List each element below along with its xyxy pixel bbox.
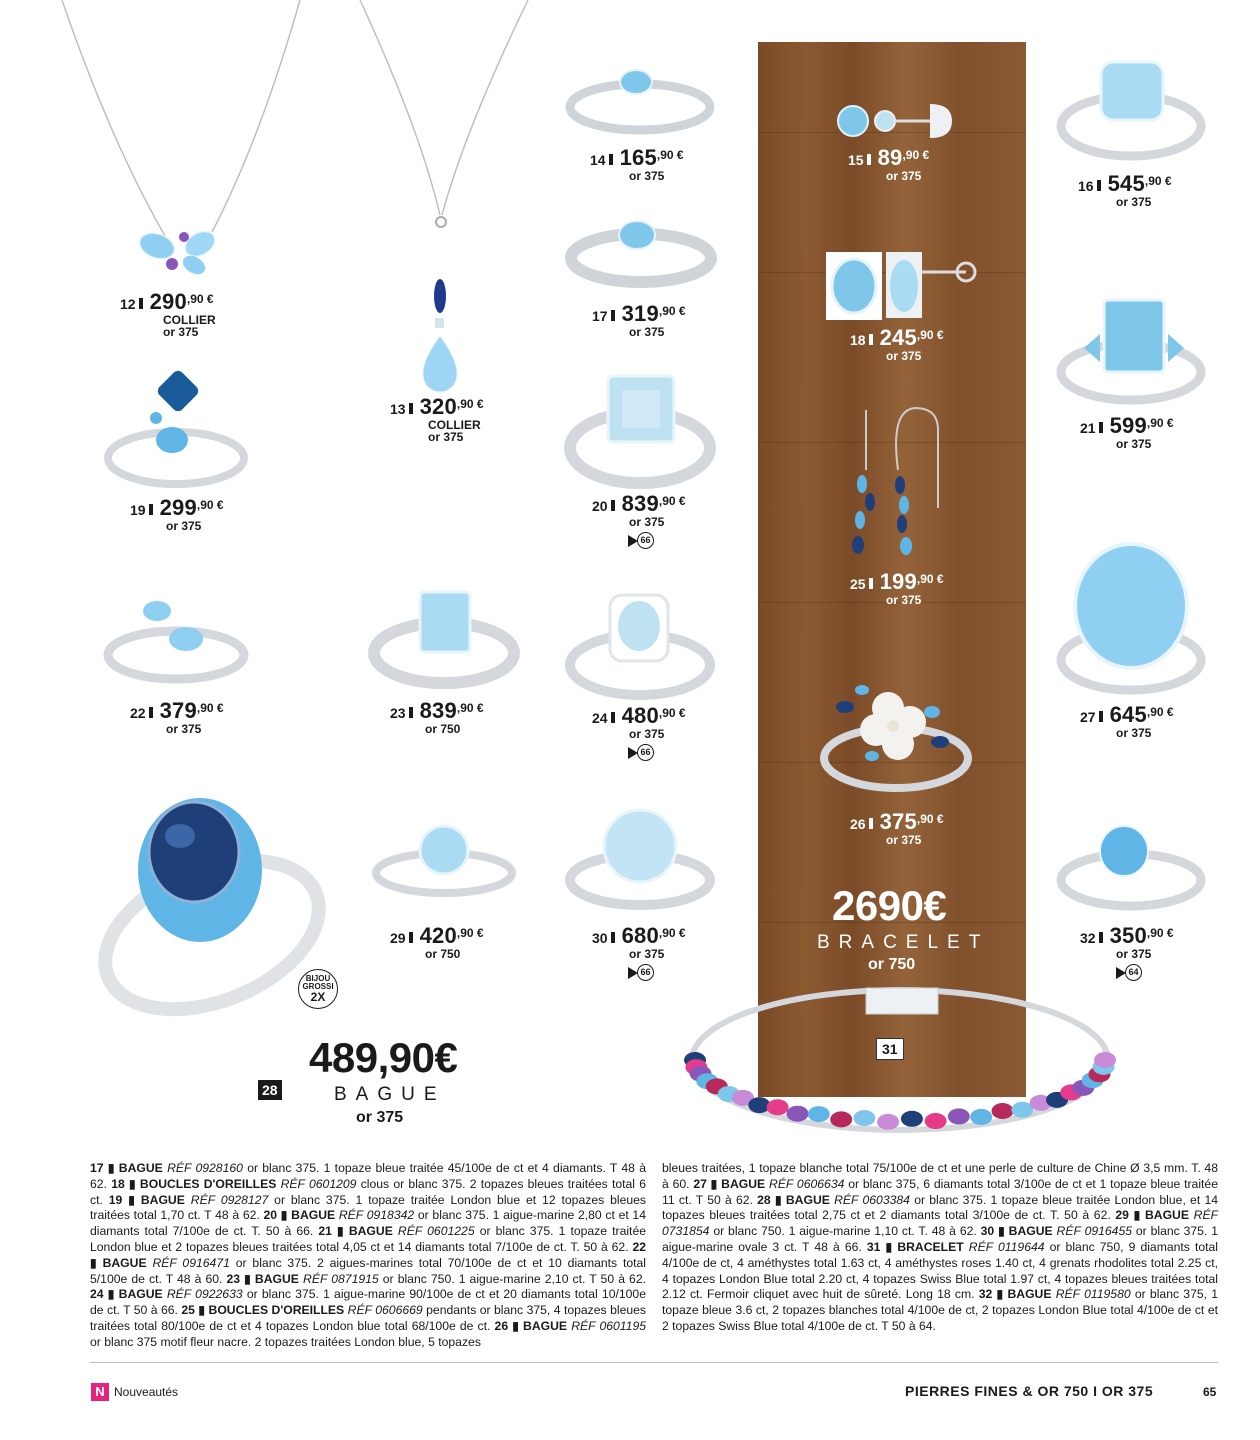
- description-item: 27 ▮ BAGUE RÉF 0606634 or blanc 375, 6 diamants total 3/100e de ct et 1 topaze bleue traitée 11 ct. T 50 à 62.: [662, 1176, 1218, 1207]
- description-item: 30 ▮ BAGUE RÉF 0916455 or blanc 375. 1 aigue-marine ovale 3 ct. T 48 à 66.: [662, 1224, 1218, 1254]
- bracelet-price: 2690€: [832, 882, 947, 929]
- zoom-badge: BIJOU GROSSI 2X: [298, 969, 338, 1009]
- section-title: PIERRES FINES & OR 750 I OR 375: [905, 1383, 1154, 1399]
- product-label-21: 21 $599^{,90 €}$ or 375: [1080, 413, 1174, 451]
- description-item: 31 ▮ BRACELET RÉF 0119644 or blanc 750, 9 diamants total 4/100e de ct, 4 améthystes total 1.63 ct, 4 améthystes roses 1.40 ct, 4 grenats rhodolites total 2.25 ct, 4 topazes London Blue total 2.20 ct, 4 topazes Swiss Blue total 1.97 ct, 4 topazes bleues traitées total 2.12 ct. Fermoir cliquet avec huit de sûreté. Long 18 cm.: [662, 1239, 1219, 1302]
- bracelet-word: BRACELET: [817, 932, 990, 953]
- description-item: 19 ▮ BAGUE RÉF 0928127 or blanc 375. 1 topaze traitée London blue et 12 topazes bleues traitées total 1,70 ct. T 48 à 62.: [90, 1192, 646, 1223]
- page-reference-30[interactable]: 66: [628, 964, 654, 982]
- page-reference-32[interactable]: 64: [1116, 964, 1142, 982]
- bracelet-stone: [901, 1111, 923, 1127]
- descriptions-left-column: [90, 1161, 646, 1351]
- product-label-22: 22 $379^{,90 €}$ or 375: [130, 698, 224, 736]
- ring-28-material: or 375: [356, 1109, 404, 1126]
- product-label-27: 27 $645^{,90 €}$ or 375: [1080, 702, 1174, 740]
- description-item: 23 ▮ BAGUE RÉF 0871915 or blanc 750. 1 aigue-marine 2,10 ct. T 50 à 62.: [226, 1271, 646, 1286]
- footer-divider: [90, 1362, 1218, 1363]
- ring-28-word: BAGUE: [334, 1084, 446, 1105]
- bracelet-stone: [948, 1108, 970, 1124]
- product-label-32: 32 $350^{,90 €}$ or 375 64: [1080, 924, 1210, 982]
- bracelet-stone: [767, 1099, 789, 1115]
- product-label-12: 12 $290^{,90 €}$ COLLIER or 375: [120, 289, 216, 340]
- ring-28-number-tag: 28: [258, 1080, 282, 1100]
- description-item: 25 ▮ BOUCLES D'OREILLES RÉF 0606669 pendants or blanc 375, 4 topazes bleues traitées total 80/100e de ct et 4 topazes London blue total 68/100e de ct.: [90, 1303, 646, 1333]
- description-item: 17 ▮ BAGUE RÉF 0928160 or blanc 375. 1 topaze bleue traitée 45/100e de ct et 4 diamants. T 48 à 62.: [90, 1161, 646, 1191]
- bracelet-stone: [970, 1109, 992, 1125]
- description-item: 29 ▮ BAGUE RÉF 0731854 or blanc 750. 1 aigue-marine 1,10 ct. T. 48 à 62.: [662, 1208, 1219, 1239]
- bracelet-stone: [925, 1113, 947, 1129]
- product-label-14: 14 $165^{,90 €}$ or 375: [590, 145, 684, 183]
- description-item: 28 ▮ BAGUE RÉF 0603384 or blanc 375. 1 topaze bleue traitée London blue, et 14 topazes bleues traitées total 2,75 ct et 2 diamants total 3/100e de ct. T. 50 à 62.: [662, 1192, 1218, 1223]
- descriptions-right-column: [662, 1161, 1218, 1335]
- product-label-30: 30 $680^{,90 €}$ or 375 66: [592, 924, 722, 982]
- product-label-17: 17 $319^{,90 €}$ or 375: [592, 301, 686, 339]
- page-number: 65: [1203, 1385, 1217, 1399]
- product-label-23: 23 $839^{,90 €}$ or 750: [390, 698, 484, 736]
- product-label-26: 26 $375^{,90 €}$ or 375: [850, 809, 944, 847]
- product-label-18: 18 $245^{,90 €}$ or 375: [850, 325, 944, 363]
- bracelet-stone: [787, 1106, 809, 1122]
- product-label-13: 13 $320^{,90 €}$ COLLIER or 375: [390, 394, 484, 445]
- new-badge-icon: N: [91, 1383, 109, 1401]
- bracelet-31-image: [0, 0, 1, 1]
- description-item: 18 ▮ BOUCLES D'OREILLES RÉF 0601209 clous or blanc 375. 2 topazes bleues traitées total 6 ct.: [90, 1176, 647, 1207]
- product-label-29: 29 $420^{,90 €}$ or 750: [390, 923, 484, 961]
- bracelet-material: or 750: [868, 956, 916, 973]
- page-reference-20[interactable]: 66: [628, 532, 654, 550]
- product-label-20: 20 $839^{,90 €}$ or 375 66: [592, 492, 722, 550]
- new-label: Nouveautés: [114, 1385, 179, 1399]
- description-item: 26 ▮ BAGUE RÉF 0601195 or blanc 375 motif fleur nacre. 2 topazes traitées London blue, 5 topazes: [90, 1318, 646, 1349]
- product-label-24: 24 $480^{,90 €}$ or 375 66: [592, 704, 722, 762]
- description-item: 22 ▮ BAGUE RÉF 0916471 or blanc 375. 2 aigues-marines total 70/100e de ct et 10 diamants total 5/100e de ct. T 48 à 60.: [90, 1239, 647, 1286]
- product-label-15: 15 $89^{,90 €}$ or 375: [848, 145, 930, 183]
- description-item: 32 ▮ BAGUE RÉF 0119580 or blanc 375, 1 topaze bleue 3.6 ct, 2 topazes blanches total 4/100e de ct, 2 topazes London Blue total 4/100e de ct et 2 topazes Swiss Blue total 4/100e de ct. T 50 à 64.: [662, 1287, 1219, 1333]
- page-reference-24[interactable]: 66: [628, 744, 654, 762]
- bracelet-stone: [830, 1111, 852, 1127]
- bracelet-stone: [853, 1110, 875, 1126]
- bracelet-stone: [808, 1106, 830, 1122]
- product-label-25: 25 $199^{,90 €}$ or 375: [850, 569, 944, 607]
- description-lead: bleues traitées, 1 topaze blanche total 75/100e de ct et une perle de culture de Chine Ø 3,5 mm. T. 48 à 60.: [662, 1161, 1218, 1191]
- bracelet-stone: [877, 1114, 899, 1130]
- product-label-16: 16 $545^{,90 €}$ or 375: [1078, 171, 1172, 209]
- bracelet-stone: [1094, 1052, 1116, 1068]
- bracelet-stone: [992, 1103, 1014, 1119]
- bracelet-number-tag: 31: [876, 1038, 904, 1060]
- description-item: 21 ▮ BAGUE RÉF 0601225 or blanc 375. 1 topaze traitée London blue et 2 topazes bleues traitées total 4,05 ct et 14 diamants total 7/100e de ct. T. 50 à 62.: [90, 1224, 646, 1254]
- product-label-19: 19 $299^{,90 €}$ or 375: [130, 495, 224, 533]
- description-item: 20 ▮ BAGUE RÉF 0918342 or blanc 375. 1 aigue-marine 2,80 ct et 14 diamants total 7/100e de ct. T. 50 à 66.: [90, 1208, 646, 1239]
- ring-28-price: 489,90€: [309, 1034, 458, 1081]
- description-item: 24 ▮ BAGUE RÉF 0922633 or blanc 375. 1 aigue-marine 90/100e de ct et 20 diamants total 10/100e de ct. T 50 à 66.: [90, 1287, 646, 1318]
